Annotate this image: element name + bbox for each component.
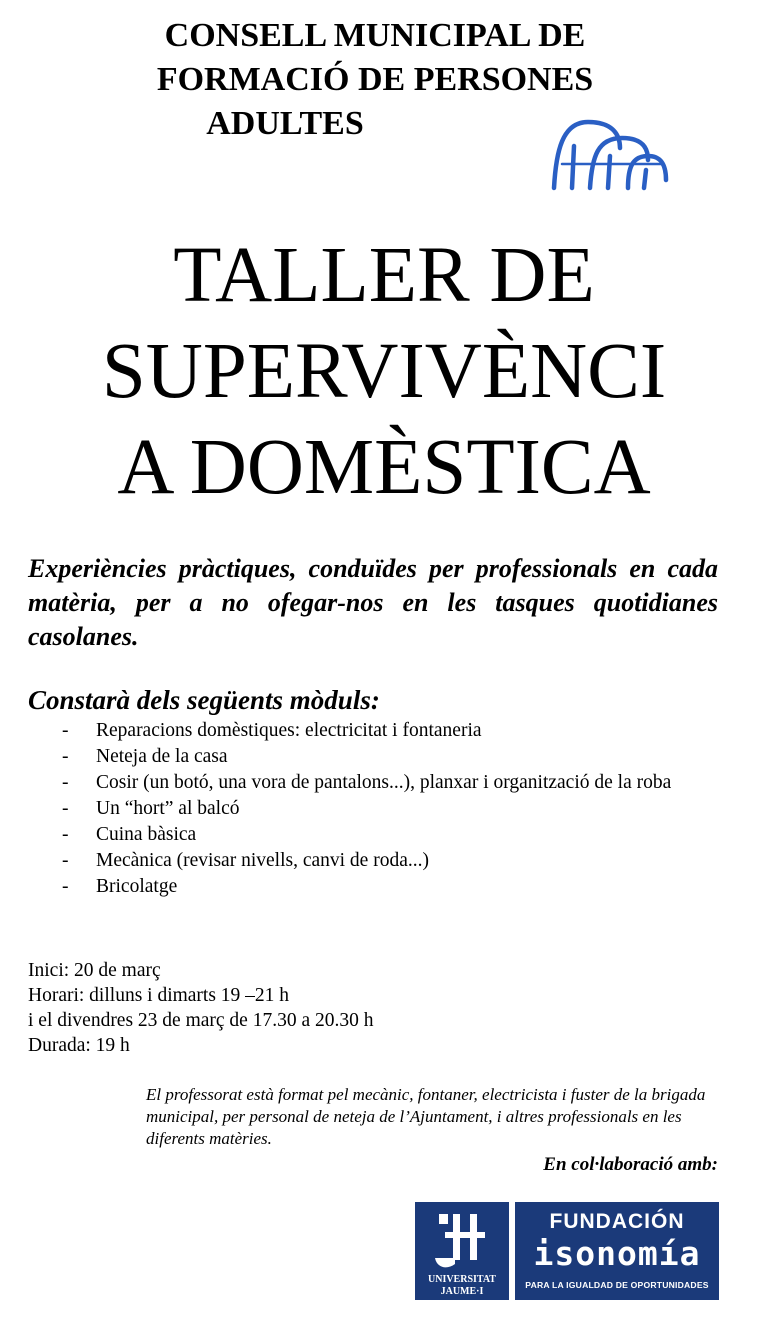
list-item: - Mecànica (revisar nivells, canvi de roda...) (62, 848, 732, 874)
uji-name: UNIVERSITAT (428, 1274, 496, 1285)
council-line: CONSELL MUNICIPAL DE (164, 17, 586, 54)
faa-logo (548, 112, 670, 194)
fundacion-isonomia-logo (515, 1202, 719, 1300)
schedule-line: Durada: 19 h (28, 1035, 130, 1056)
council-line: ADULTES (206, 105, 364, 142)
list-item: - Bricolatge (62, 874, 732, 900)
modules-heading: Constarà dels següents mòduls: (28, 685, 380, 715)
schedule-line: Inici: 20 de març (28, 960, 161, 981)
title-line: SUPERVIVÈNCI (101, 328, 667, 415)
council-line: FORMACIÓ DE PERSONES (156, 61, 594, 98)
fundacion-tagline: PARA LA IGUALDAD DE OPORTUNIDADES (525, 1280, 709, 1290)
collaboration-label: En col·laboració amb: (543, 1154, 718, 1175)
fundacion-label: FUNDACIÓN (549, 1210, 685, 1233)
uji-subname: JAUME·I (440, 1286, 484, 1297)
modules-list (62, 718, 732, 900)
workshop-title (0, 228, 768, 516)
schedule-line: i el divendres 23 de març de 17.30 a 20.30 h (28, 1010, 374, 1031)
title-line: A DOMÈSTICA (117, 424, 651, 511)
uji-logo (415, 1202, 509, 1300)
list-item: - Neteja de la casa (62, 744, 732, 770)
teachers-note: El professorat està format pel mecànic, fontaner, electricista i fuster de la brigada municipal, per personal de neteja de l’Ajuntament, i altres professionals en les diferents matèries. (146, 1085, 706, 1148)
isonomia-wordmark: isonomía (533, 1234, 701, 1273)
list-item: - Cosir (un botó, una vora de pantalons...), planxar i organització de la roba (62, 770, 732, 796)
title-line: TALLER DE (173, 232, 595, 319)
intro-paragraph: Experiències pràctiques, conduïdes per professionals en cada matèria, per a no ofegar-nos en les tasques quotidianes casolanes. (28, 554, 718, 651)
schedule-info (28, 958, 374, 1058)
list-item: - Cuina bàsica (62, 822, 732, 848)
list-item: - Un “hort” al balcó (62, 796, 732, 822)
schedule-line: Horari: dilluns i dimarts 19 –21 h (28, 985, 290, 1006)
list-item: - Reparacions domèstiques: electricitat i fontaneria (62, 718, 732, 744)
